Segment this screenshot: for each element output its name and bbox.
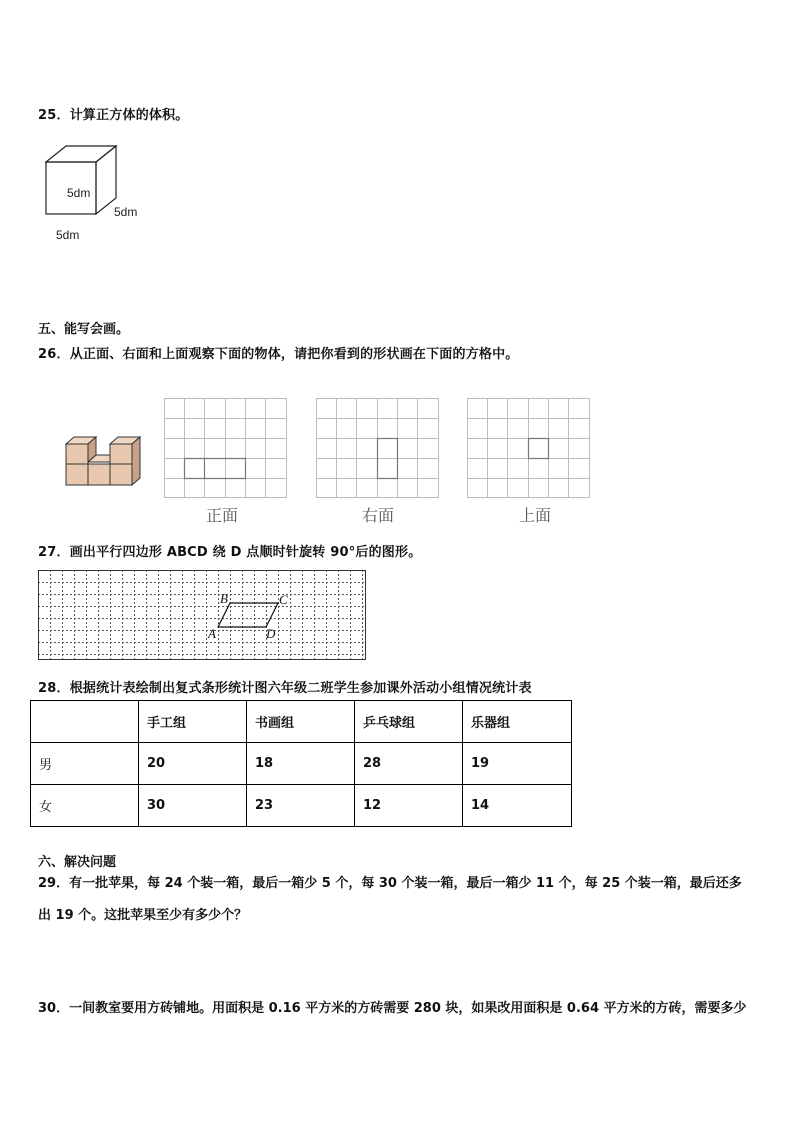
section-5-heading: 五、能写会画。: [38, 322, 130, 337]
top-view-label: 上面: [519, 506, 552, 525]
table-row: [31, 785, 572, 827]
question-30-line-1: 30．一间教室要用方砖铺地。用面积是 0.16 平方米的方砖需要 280 块，如果改用面积是 0.64 平方米的方砖，需要多少: [38, 1001, 747, 1016]
table-cell: 14: [463, 785, 572, 827]
question-25: 25．计算正方体的体积。: [38, 108, 189, 123]
cube-height-label: 5dm: [67, 186, 91, 200]
right-view-label: 右面: [362, 506, 395, 525]
question-28: 28．根据统计表绘制出复式条形统计图六年级二班学生参加课外活动小组情况统计表: [38, 681, 532, 696]
activity-stats-table: [30, 700, 572, 827]
front-view-grid[interactable]: [164, 398, 287, 498]
top-view-grid[interactable]: [467, 398, 590, 498]
front-view-label: 正面: [206, 506, 239, 525]
table-cell: 12: [355, 785, 463, 827]
question-29-line-1: 29．有一批苹果，每 24 个装一箱，最后一箱少 5 个，每 30 个装一箱，最后一箱少 11 个，每 25 个装一箱，最后还多: [38, 876, 742, 891]
point-c-label: C: [279, 592, 288, 607]
table-cell: 30: [139, 785, 247, 827]
table-header-row: [31, 701, 572, 743]
cube-width-label: 5dm: [56, 228, 80, 242]
question-27: 27．画出平行四边形 ABCD 绕 D 点顺时针旋转 90°后的图形。: [38, 545, 422, 560]
point-d-label: D: [266, 626, 276, 641]
table-cell: 28: [355, 743, 463, 785]
question-29-line-2: 出 19 个。这批苹果至少有多少个？: [38, 908, 248, 923]
table-row: [31, 743, 572, 785]
cube-depth-label: 5dm: [114, 205, 138, 219]
table-cell: 19: [463, 743, 572, 785]
table-header-cell: 手工组: [139, 701, 247, 743]
table-header-cell: 乐器组: [463, 701, 572, 743]
section-6-heading: 六、解决问题: [38, 855, 117, 870]
block-object-figure: [62, 430, 146, 492]
table-cell: 20: [139, 743, 247, 785]
table-header-cell: [31, 701, 139, 743]
table-row-header: 男: [31, 743, 139, 785]
point-a-label: A: [208, 626, 216, 641]
question-26: 26．从正面、右面和上面观察下面的物体，请把你看到的形状画在下面的方格中。: [38, 347, 519, 362]
table-header-cell: 书画组: [247, 701, 355, 743]
table-row-header: 女: [31, 785, 139, 827]
dotted-grid-figure[interactable]: [38, 570, 368, 662]
table-header-cell: 乒乓球组: [355, 701, 463, 743]
table-cell: 23: [247, 785, 355, 827]
point-b-label: B: [220, 591, 228, 606]
right-view-grid[interactable]: [316, 398, 439, 498]
table-cell: 18: [247, 743, 355, 785]
